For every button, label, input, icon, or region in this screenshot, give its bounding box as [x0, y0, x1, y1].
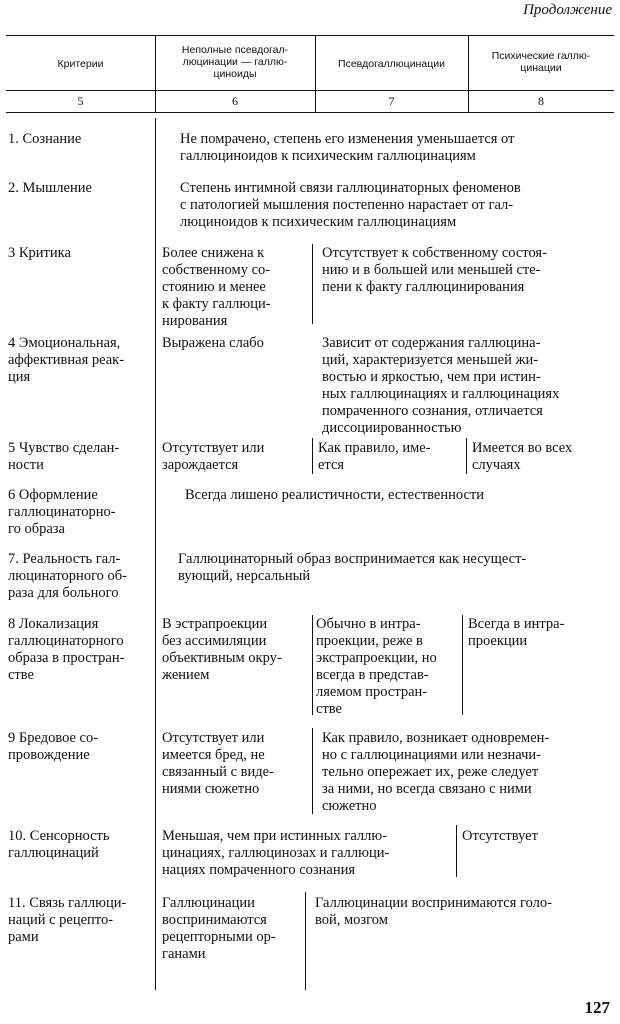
row9-col6: Отсутствует или имеется бред, не связанный с виде- ниями сюжетно: [162, 730, 274, 797]
criterion-10: 10. Сенсорность галлюцинаций: [8, 828, 110, 861]
continuation-label: Продолжение: [523, 2, 612, 18]
row4-col6: Выражена слабо: [162, 335, 264, 351]
row8-divider-b: [462, 615, 463, 715]
row11-divider: [305, 892, 306, 990]
row8-col7: Обычно в интра- проекции, реже в экстрапроекции, но всегда в представ- ляемом простран- стве: [316, 616, 437, 717]
row3-divider: [312, 244, 313, 324]
header-pseudo: Псевдогаллюцинации: [338, 58, 445, 70]
criterion-4: 4 Эмоциональная, аффективная реак- ция: [8, 335, 125, 385]
header-criteria: Критерии: [57, 58, 104, 70]
table-top-rule: [6, 35, 614, 36]
row5-divider-a: [312, 438, 313, 474]
row5-divider-b: [466, 438, 467, 474]
criterion-3: 3 Критика: [8, 245, 71, 261]
header-psychic: Психические галлю- цинации: [491, 50, 591, 74]
criterion-7: 7. Реальность гал- люцинаторного об- раза для больного: [8, 551, 127, 601]
row11-col6: Галлюцинации воспринимаются рецепторными ор- ганами: [162, 895, 276, 962]
row8-col6: В эстрапроекции без ассимиляции объективным окру- жением: [162, 616, 282, 683]
row4-col78: Зависит от содержания галлюцина- ций, характеризуется меньшей жи- востью и яркостью, чем при истин- ных галлюцинациях и галлюцинациях помраченного сознания, отличается диссоциированностью: [322, 335, 560, 436]
header-pseudo-incomplete: Неполные псевдогал- люцинации — галлю- циноиды: [181, 44, 289, 80]
col-number-8: 8: [538, 94, 544, 108]
row10-divider: [456, 825, 457, 877]
criterion-11: 11. Связь галлюци- наций с рецепто- рами: [8, 895, 127, 945]
row5-col8: Имеется во всех случаях: [472, 440, 573, 473]
row3-col6: Более снижена к собственному со- стоянию и менее к факту галлюци- нирования: [162, 245, 271, 329]
header-bottom-rule: [6, 112, 614, 113]
criterion-2: 2. Мышление: [8, 180, 92, 196]
criterion-8: 8 Локализация галлюцинаторного образа в простран- стве: [8, 616, 125, 683]
row9-col78: Как правило, возникает одновремен- но с галлюцинациями или незначи- тельно опережает их, реже следует за ними, но всегда связано с ними сюжетно: [322, 730, 550, 814]
criterion-6: 6 Оформление галлюцинаторно- го образа: [8, 487, 116, 537]
row9-divider: [312, 728, 313, 814]
header-divider: [6, 90, 614, 91]
col-number-5: 5: [77, 94, 84, 108]
row5-col6: Отсутствует или зарождается: [162, 440, 265, 473]
criterion-9: 9 Бредовое со- провождение: [8, 730, 99, 763]
row8-col8: Всегда в интра- проекции: [468, 616, 565, 649]
row1-text: Не помрачено, степень его изменения уменьшается от галлюциноидов к психическим галлюцинациям: [180, 131, 515, 164]
row7-text: Галлюцинаторный образ воспринимается как несущест- вующий, нерсальный: [178, 551, 527, 584]
page-number: 127: [584, 998, 610, 1017]
row3-col78: Отсутствует к собственному состоя- нию и в большей или меньшей сте- пени к факту галлюцинирования: [322, 245, 547, 295]
row8-divider-a: [312, 615, 313, 715]
criterion-1: 1. Сознание: [8, 131, 82, 147]
row2-text: Степень интимной связи галлюцинаторных феноменов с патологией мышления постепенно нарастает от гал- люциноидов к психическим галлюцинациям: [180, 180, 521, 230]
row10-col8: Отсутствует: [462, 828, 538, 844]
row5-col7: Как правило, име- ется: [318, 440, 431, 473]
row6-text: Всегда лишено реалистичности, естественности: [185, 487, 485, 503]
criterion-5: 5 Чувство сделан- ности: [8, 440, 120, 473]
row11-col78: Галлюцинации воспринимаются голо- вой, мозгом: [315, 895, 552, 928]
col-number-6: 6: [232, 94, 238, 108]
row10-col67: Меньшая, чем при истинных галлю- цинациях, галлюцинозах и галлюци- нациях помраченного сознания: [162, 828, 390, 878]
col-number-7: 7: [388, 94, 395, 108]
